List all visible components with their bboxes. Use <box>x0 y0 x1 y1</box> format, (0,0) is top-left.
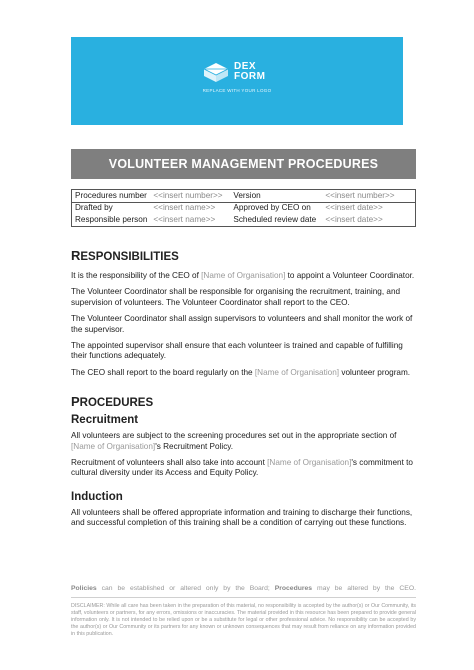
meta-placeholder[interactable]: <<insert number>> <box>322 190 415 203</box>
paragraph: Recruitment of volunteers shall also take into account [Name of Organisation]'s commitment to cultural diversity under its Access and Equity Policy. <box>71 458 413 478</box>
paragraph: All volunteers are subject to the screening procedures set out in the appropriate section of [Name of Organisation]'s Recruitment Policy. <box>71 431 397 451</box>
logo-banner <box>71 37 403 125</box>
procedures-heading: PROCEDURES <box>71 394 154 410</box>
meta-row <box>72 190 416 203</box>
meta-placeholder[interactable]: <<insert name>> <box>153 214 216 224</box>
document-body <box>71 248 416 535</box>
org-name-placeholder[interactable]: [Name of Organisation] <box>267 458 352 468</box>
meta-label: Approved by CEO on <box>233 203 311 212</box>
induction-heading: Induction <box>71 490 123 503</box>
logo-tagline: REPLACE WITH YOUR LOGO <box>202 88 272 93</box>
meta-placeholder[interactable]: <<insert name>> <box>153 203 216 212</box>
paragraph: It is the responsibility of the CEO of [Name of Organisation] to appoint a Volunteer Coordinator. <box>71 271 415 280</box>
paragraph: All volunteers shall be offered appropriate information and training to discharge their functions, and successful completion of this training shall be a condition of carrying out these functions. <box>71 507 413 528</box>
document-title: VOLUNTEER MANAGEMENT PROCEDURES <box>108 157 379 171</box>
logo-line2: FORM <box>234 71 266 82</box>
meta-label: Drafted by <box>75 203 113 212</box>
logo-line1: DEX <box>234 61 257 72</box>
logo <box>202 61 265 83</box>
org-name-placeholder[interactable]: [Name of Organisation] <box>254 367 340 377</box>
paragraph: The Volunteer Coordinator shall assign supervisors to volunteers and shall monitor the work of the supervisor. <box>71 314 413 334</box>
disclaimer: DISCLAIMER: While all care has been taken in the preparation of this material, no responsibility is accepted by the author(s) or Our Community, its staff, volunteers or partners, for any errors, omissions or inaccuracies. The material provided in this resource has been prepared to provide general information only. It is not intended to be relied upon or be a substitute for legal or other professional advice. No responsibility can be accepted by the author(s) or Our Community or its partners for any known or unknown consequences that may result from reliance on any information provided in this publication. <box>71 603 416 637</box>
paragraph: The appointed supervisor shall ensure that each volunteer is trained and capable of fulfilling their functions adequately. <box>71 341 403 361</box>
responsibilities-heading: RESPONSIBILITIES <box>71 248 179 263</box>
cube-logo-icon <box>202 61 230 83</box>
paragraph: The Volunteer Coordinator shall be responsible for organising the recruitment, training, and supervision of volunteers. The Volunteer Coordinator shall report to the CEO. <box>71 287 401 307</box>
org-name-placeholder[interactable]: [Name of Organisation] <box>71 441 156 451</box>
meta-placeholder[interactable]: <<insert date>> <box>325 203 383 212</box>
meta-label: Responsible person <box>75 214 148 224</box>
paragraph: The CEO shall report to the board regularly on the [Name of Organisation] volunteer program. <box>71 367 411 377</box>
meta-label: Version <box>230 190 322 203</box>
meta-placeholder[interactable]: <<insert date>> <box>325 214 383 224</box>
meta-row <box>72 214 416 226</box>
document-meta-table <box>71 189 416 227</box>
meta-row <box>72 202 416 214</box>
recruitment-heading: Recruitment <box>71 414 139 427</box>
meta-label: Scheduled review date <box>233 214 317 224</box>
footer-divider <box>71 597 416 598</box>
meta-placeholder[interactable]: <<insert number>> <box>150 190 230 203</box>
document-title-bar <box>71 149 416 179</box>
footer-policy-note: Policies can be established or altered only by the Board; Procedures may be altered by the CEO. <box>71 585 416 592</box>
meta-label: Procedures number <box>72 190 151 203</box>
org-name-placeholder[interactable]: [Name of Organisation] <box>201 271 286 280</box>
